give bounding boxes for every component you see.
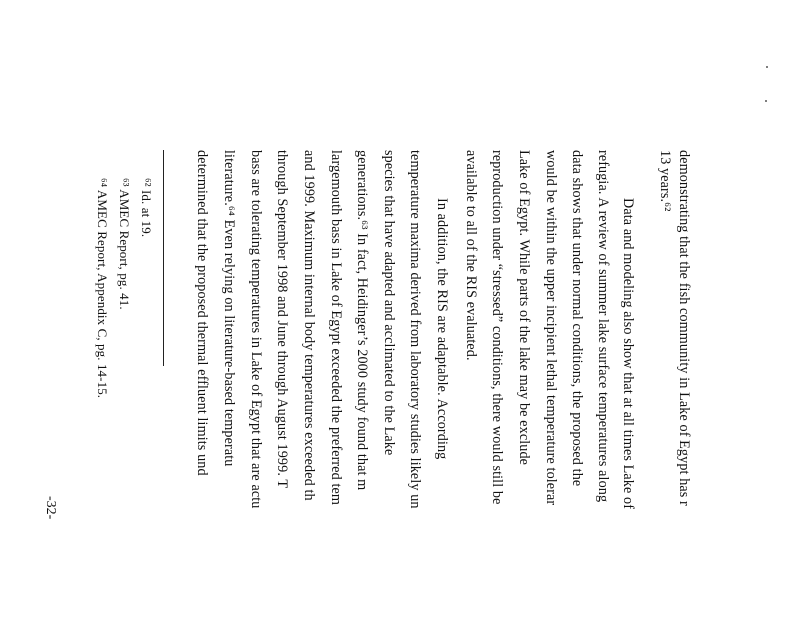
text-line: species that have adapted and acclimated to the Lake bbox=[381, 150, 397, 456]
scan-speck bbox=[766, 66, 768, 68]
footnote: ⁶² Id. at 19. bbox=[139, 178, 154, 238]
text-line: 13 years.⁶² bbox=[657, 150, 673, 212]
text-line: demonstrating that the fish community in Lake of Egypt has r bbox=[676, 150, 692, 506]
scan-speck bbox=[765, 100, 767, 102]
footnote: ⁶³ AMEC Report, pg. 41. bbox=[117, 178, 132, 310]
text-line: determined that the proposed thermal effluent limits und bbox=[194, 150, 210, 476]
text-line: Data and modeling also show that at all times Lake of bbox=[620, 198, 636, 510]
text-line: literature.⁶⁴ Even relying on literature-based temperatu bbox=[221, 150, 237, 467]
text-line: In addition, the RIS are adaptable. According bbox=[434, 198, 450, 460]
footnote: ⁶⁴ AMEC Report, Appendix C, pg. 14-15. bbox=[95, 178, 110, 399]
text-line: Lake of Egypt. While parts of the lake may be exclude bbox=[516, 150, 532, 466]
text-line: refugia. A review of summer lake surface temperatures along bbox=[595, 150, 611, 503]
text-line: data shows that under normal conditions, the proposed the bbox=[569, 150, 585, 487]
page-number: -32- bbox=[43, 496, 58, 520]
text-line: reproduction under “stressed” conditions, there would still be bbox=[489, 150, 505, 505]
text-line: temperature maxima derived from laboratory studies likely un bbox=[407, 150, 423, 509]
text-line: through September 1998 and June through August 1999. T bbox=[274, 150, 290, 489]
text-line: available to all of the RIS evaluated. bbox=[463, 150, 479, 361]
text-line: and 1999. Maximum internal body temperatures exceeded th bbox=[301, 150, 317, 501]
text-line: would be within the upper incipient lethal temperature tolerar bbox=[543, 150, 559, 506]
text-line: bass are tolerating temperatures in Lake of Egypt that are actu bbox=[248, 150, 264, 509]
text-line: largemouth bass in Lake of Egypt exceeded the preferred tem bbox=[328, 150, 344, 506]
text-line: generations.⁶³ In fact, Heidinger’s 2000 study found that m bbox=[354, 150, 370, 491]
footnote-separator bbox=[163, 150, 164, 366]
